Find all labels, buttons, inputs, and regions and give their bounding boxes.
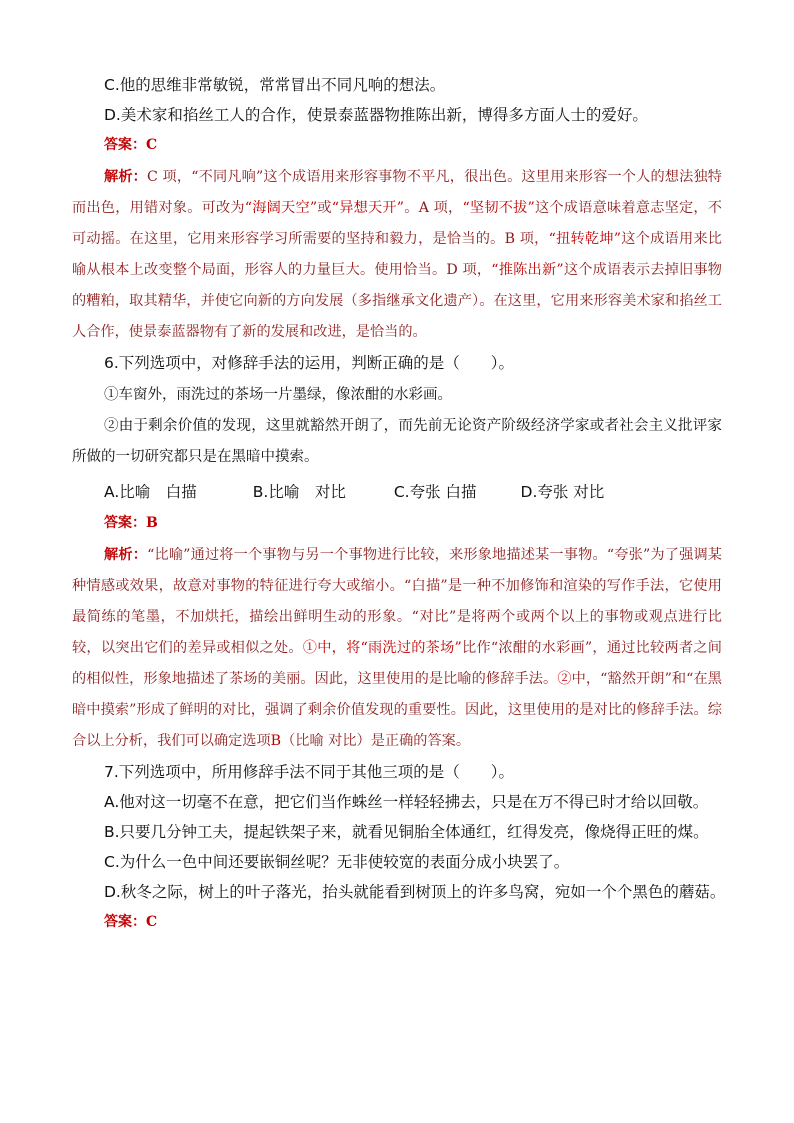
analysis-text: C 项，“不同凡响”这个成语用来形容事物不平凡，很出色。这里用来形容一个人的想法独特而出色，用错对象。可改为 bbox=[72, 169, 722, 216]
q5-answer bbox=[104, 132, 722, 159]
answer-label: 答案： bbox=[104, 914, 146, 930]
analysis-label: 解析： bbox=[104, 169, 148, 185]
q6-sentence-1 bbox=[72, 380, 722, 411]
analysis-text: 这个成语意味着意志坚定，不可动摇。在这里，它用来形容学习所需要的坚持和毅力，是恰当的。B 项， bbox=[72, 200, 722, 247]
answer-value: C bbox=[146, 914, 158, 930]
analysis-highlight: ①中，将“雨洗过的茶场” bbox=[302, 640, 462, 656]
answer-label: 答案： bbox=[104, 515, 146, 531]
q6-option-c: C.夸张 白描 bbox=[393, 483, 477, 501]
analysis-text: （比喻 对比）是正确的答案。 bbox=[281, 733, 471, 749]
analysis-text: 中，“豁然开朗”和“在黑暗中摸索”形成了鲜明的对比，强调了剩余价值发现的重要性。因此，这里使用的是对比的修辞手法。综合以上分析，我们可以确定选项 bbox=[72, 671, 722, 749]
analysis-highlight: “异想天开” bbox=[331, 200, 405, 216]
answer-value: C bbox=[146, 137, 158, 153]
q6-option-b: B.比喻 对比 bbox=[252, 483, 346, 501]
sentence-text: ①车窗外，雨洗过的茶场一片墨绿，像浓酣的水彩画。 bbox=[104, 387, 452, 403]
analysis-text: “比喻”通过将一个事物与另一个事物进行比较，来形象地描述某一事物。“夸张”为了强调某种情感或效果，故意对事物的特征进行夸大或缩小。“白描”是一种不加修饰和渲染的写作手法，它使用最简练的笔墨，不加烘托，描绘出鲜明生动的形象。“对比”是将两个或两个以上的事物或观点进行比较，以突出它们的差异或相似之处。 bbox=[72, 547, 722, 656]
analysis-label: 解析： bbox=[104, 547, 148, 563]
analysis-highlight: “海阔天空” bbox=[244, 200, 318, 216]
q7-option-d: D.秋冬之际，树上的叶子落光，抬头就能看到树顶上的许多鸟窝，宛如一个个黑色的蘑菇。 bbox=[104, 883, 726, 901]
analysis-highlight: “坚韧不拔” bbox=[462, 200, 535, 216]
q6-option-d: D.夸张 对比 bbox=[520, 483, 605, 501]
q6-options bbox=[104, 479, 722, 506]
analysis-highlight: “推陈出新” bbox=[491, 262, 564, 278]
analysis-highlight: B bbox=[270, 733, 282, 749]
q6-stem: 6.下列选项中，对修辞手法的运用，判断正确的是（ ）。 bbox=[104, 354, 515, 372]
answer-label: 答案： bbox=[104, 137, 146, 153]
q5-analysis bbox=[72, 162, 722, 348]
q7-answer bbox=[104, 909, 722, 936]
answer-value: B bbox=[146, 515, 158, 531]
q6-sentence-2 bbox=[72, 411, 722, 473]
q7-stem: 7.下列选项中，所用修辞手法不同于其他三项的是（ ）。 bbox=[104, 763, 515, 781]
q6-answer bbox=[104, 510, 722, 537]
analysis-text: 或 bbox=[317, 200, 332, 216]
q5-option-c: C.他的思维非常敏锐，常常冒出不同凡响的想法。 bbox=[104, 76, 446, 94]
analysis-text: 这个成语表示去掉旧事物的糟粕，取其精华，并使它向新的方向发展（多指继承文化遗产）。在这里，它用来形容美术家和掐丝工人合作，使景泰蓝器物有了新的发展和改进，是恰当的。 bbox=[72, 262, 722, 340]
analysis-text: 这个成语用来比喻从根本上改变整个局面，形容人的力量巨大。使用恰当。D 项， bbox=[72, 231, 722, 278]
analysis-highlight: ② bbox=[557, 671, 572, 687]
q7-option-b: B.只要几分钟工夫，提起铁架子来，就看见铜胎全体通红，红得发亮，像烧得正旺的煤。 bbox=[104, 823, 709, 841]
q5-option-d: D.美术家和掐丝工人的合作，使景泰蓝器物推陈出新，博得多方面人士的爱好。 bbox=[104, 106, 648, 124]
analysis-text: 。A 项， bbox=[404, 200, 463, 216]
q6-analysis bbox=[72, 540, 722, 757]
sentence-text: ②由于剩余价值的发现，这里就豁然开朗了，而先前无论资产阶级经济学家或者社会主义批评家所做的一切研究都只是在黑暗中摸索。 bbox=[72, 418, 722, 465]
q7-option-c: C.为什么一色中间还要嵌铜丝呢？无非使较宽的表面分成小块罢了。 bbox=[104, 853, 570, 871]
analysis-highlight: “扭转乾坤” bbox=[548, 231, 622, 247]
q6-option-a: A.比喻 白描 bbox=[104, 483, 197, 501]
analysis-text: 比作“浓酣的水彩画”，通过比较两者之间的相似性，形象地描述了茶场的美丽。因此，这里使用的是比喻的修辞手法。 bbox=[72, 640, 722, 687]
q7-option-a: A.他对这一切毫不在意，把它们当作蛛丝一样轻轻拂去，只是在万不得已时才给以回敬。 bbox=[104, 793, 709, 811]
